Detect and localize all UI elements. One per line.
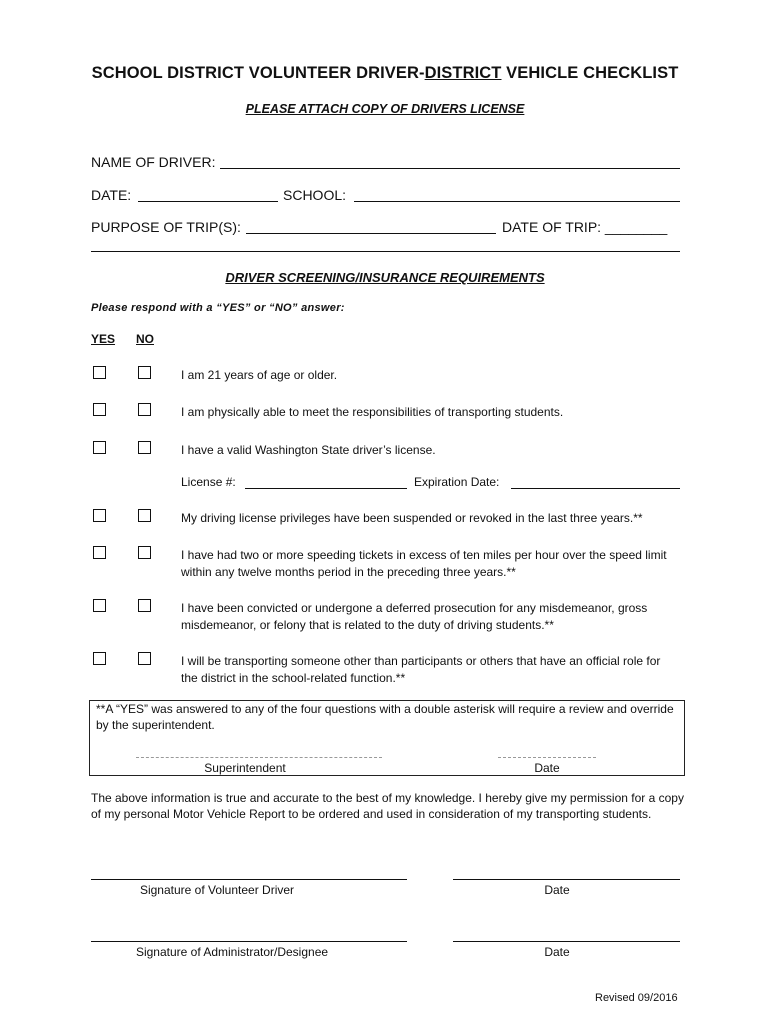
q7-yes-checkbox[interactable] [93, 652, 106, 665]
purpose-continuation-line[interactable] [91, 251, 680, 252]
expiration-date-line[interactable] [511, 488, 680, 489]
title-part-2: DISTRICT [424, 64, 502, 82]
form-title [0, 64, 770, 83]
driver-signature-label: Signature of Volunteer Driver [139, 883, 295, 897]
driver-date-label: Date [544, 883, 570, 897]
question-transporting-others: I will be transporting someone other than participants or others that have an official role for the district in the school-related function.** [181, 654, 661, 685]
name-of-driver-label: NAME OF DRIVER: [91, 154, 216, 170]
question-valid-license: I have a valid Washington State driver’s license. [181, 443, 436, 457]
expiration-date-label: Expiration Date: [414, 475, 500, 489]
title-part-1: SCHOOL DISTRICT VOLUNTEER DRIVER- [91, 64, 425, 82]
q2-yes-checkbox[interactable] [93, 403, 106, 416]
purpose-of-trip-label: PURPOSE OF TRIP(S): [91, 219, 241, 235]
school-label: SCHOOL: [283, 187, 347, 203]
q7-no-checkbox[interactable] [138, 652, 151, 665]
superintendent-date-label: Date [534, 761, 560, 775]
q3-no-checkbox[interactable] [138, 441, 151, 454]
q6-yes-checkbox[interactable] [93, 599, 106, 612]
date-of-trip-label[interactable]: DATE OF TRIP: ________ [502, 219, 668, 235]
driver-signature-line[interactable] [91, 879, 407, 880]
superintendent-signature-line[interactable] [136, 757, 382, 758]
title-part-3: VEHICLE CHECKLIST [501, 64, 679, 82]
no-column-header: NO [136, 332, 154, 346]
purpose-of-trip-line[interactable] [246, 233, 496, 234]
certification-text: The above information is true and accurate to the best of my knowledge. I hereby give my permission for a copy of my personal Motor Vehicle Report to be ordered and used in consideration of my transporting students. [91, 791, 684, 821]
question-physically-able: I am physically able to meet the responsibilities of transporting students. [181, 405, 564, 419]
yes-column-header: YES [91, 332, 116, 346]
q3-yes-checkbox[interactable] [93, 441, 106, 454]
superintendent-label: Superintendent [204, 761, 286, 775]
q4-yes-checkbox[interactable] [93, 509, 106, 522]
q4-no-checkbox[interactable] [138, 509, 151, 522]
admin-date-label: Date [544, 945, 570, 959]
q6-no-checkbox[interactable] [138, 599, 151, 612]
q2-no-checkbox[interactable] [138, 403, 151, 416]
revised-date: Revised 09/2016 [595, 992, 678, 1004]
question-convictions: I have been convicted or undergone a deferred prosecution for any misdemeanor, gross misdemeanor, or felony that is related to the duty of driving students.** [181, 601, 648, 632]
q5-yes-checkbox[interactable] [93, 546, 106, 559]
review-note: **A “YES” was answered to any of the four questions with a double asterisk will require a review and override by the superintendent. [96, 702, 674, 732]
admin-signature-label: Signature of Administrator/Designee [135, 945, 329, 959]
name-of-driver-line[interactable] [220, 168, 680, 169]
admin-signature-line[interactable] [91, 941, 407, 942]
admin-date-line[interactable] [453, 941, 680, 942]
superintendent-review-box [89, 700, 685, 776]
license-number-label: License #: [181, 475, 236, 489]
date-line[interactable] [138, 201, 278, 202]
driver-date-line[interactable] [453, 879, 680, 880]
q1-yes-checkbox[interactable] [93, 366, 106, 379]
screening-heading: DRIVER SCREENING/INSURANCE REQUIREMENTS [225, 270, 545, 285]
license-number-line[interactable] [245, 488, 407, 489]
screening-instruction: Please respond with a “YES” or “NO” answer: [91, 302, 345, 314]
superintendent-date-line[interactable] [498, 757, 596, 758]
q1-no-checkbox[interactable] [138, 366, 151, 379]
q5-no-checkbox[interactable] [138, 546, 151, 559]
date-label: DATE: [91, 187, 132, 203]
school-line[interactable] [354, 201, 680, 202]
form-subtitle: PLEASE ATTACH COPY OF DRIVERS LICENSE [245, 102, 525, 116]
question-speeding-tickets: I have had two or more speeding tickets in excess of ten miles per hour over the speed limit within any twelve months period in the preceding three years.** [181, 548, 667, 579]
question-suspended-license: My driving license privileges have been suspended or revoked in the last three years.** [181, 511, 643, 525]
question-age: I am 21 years of age or older. [181, 368, 338, 382]
